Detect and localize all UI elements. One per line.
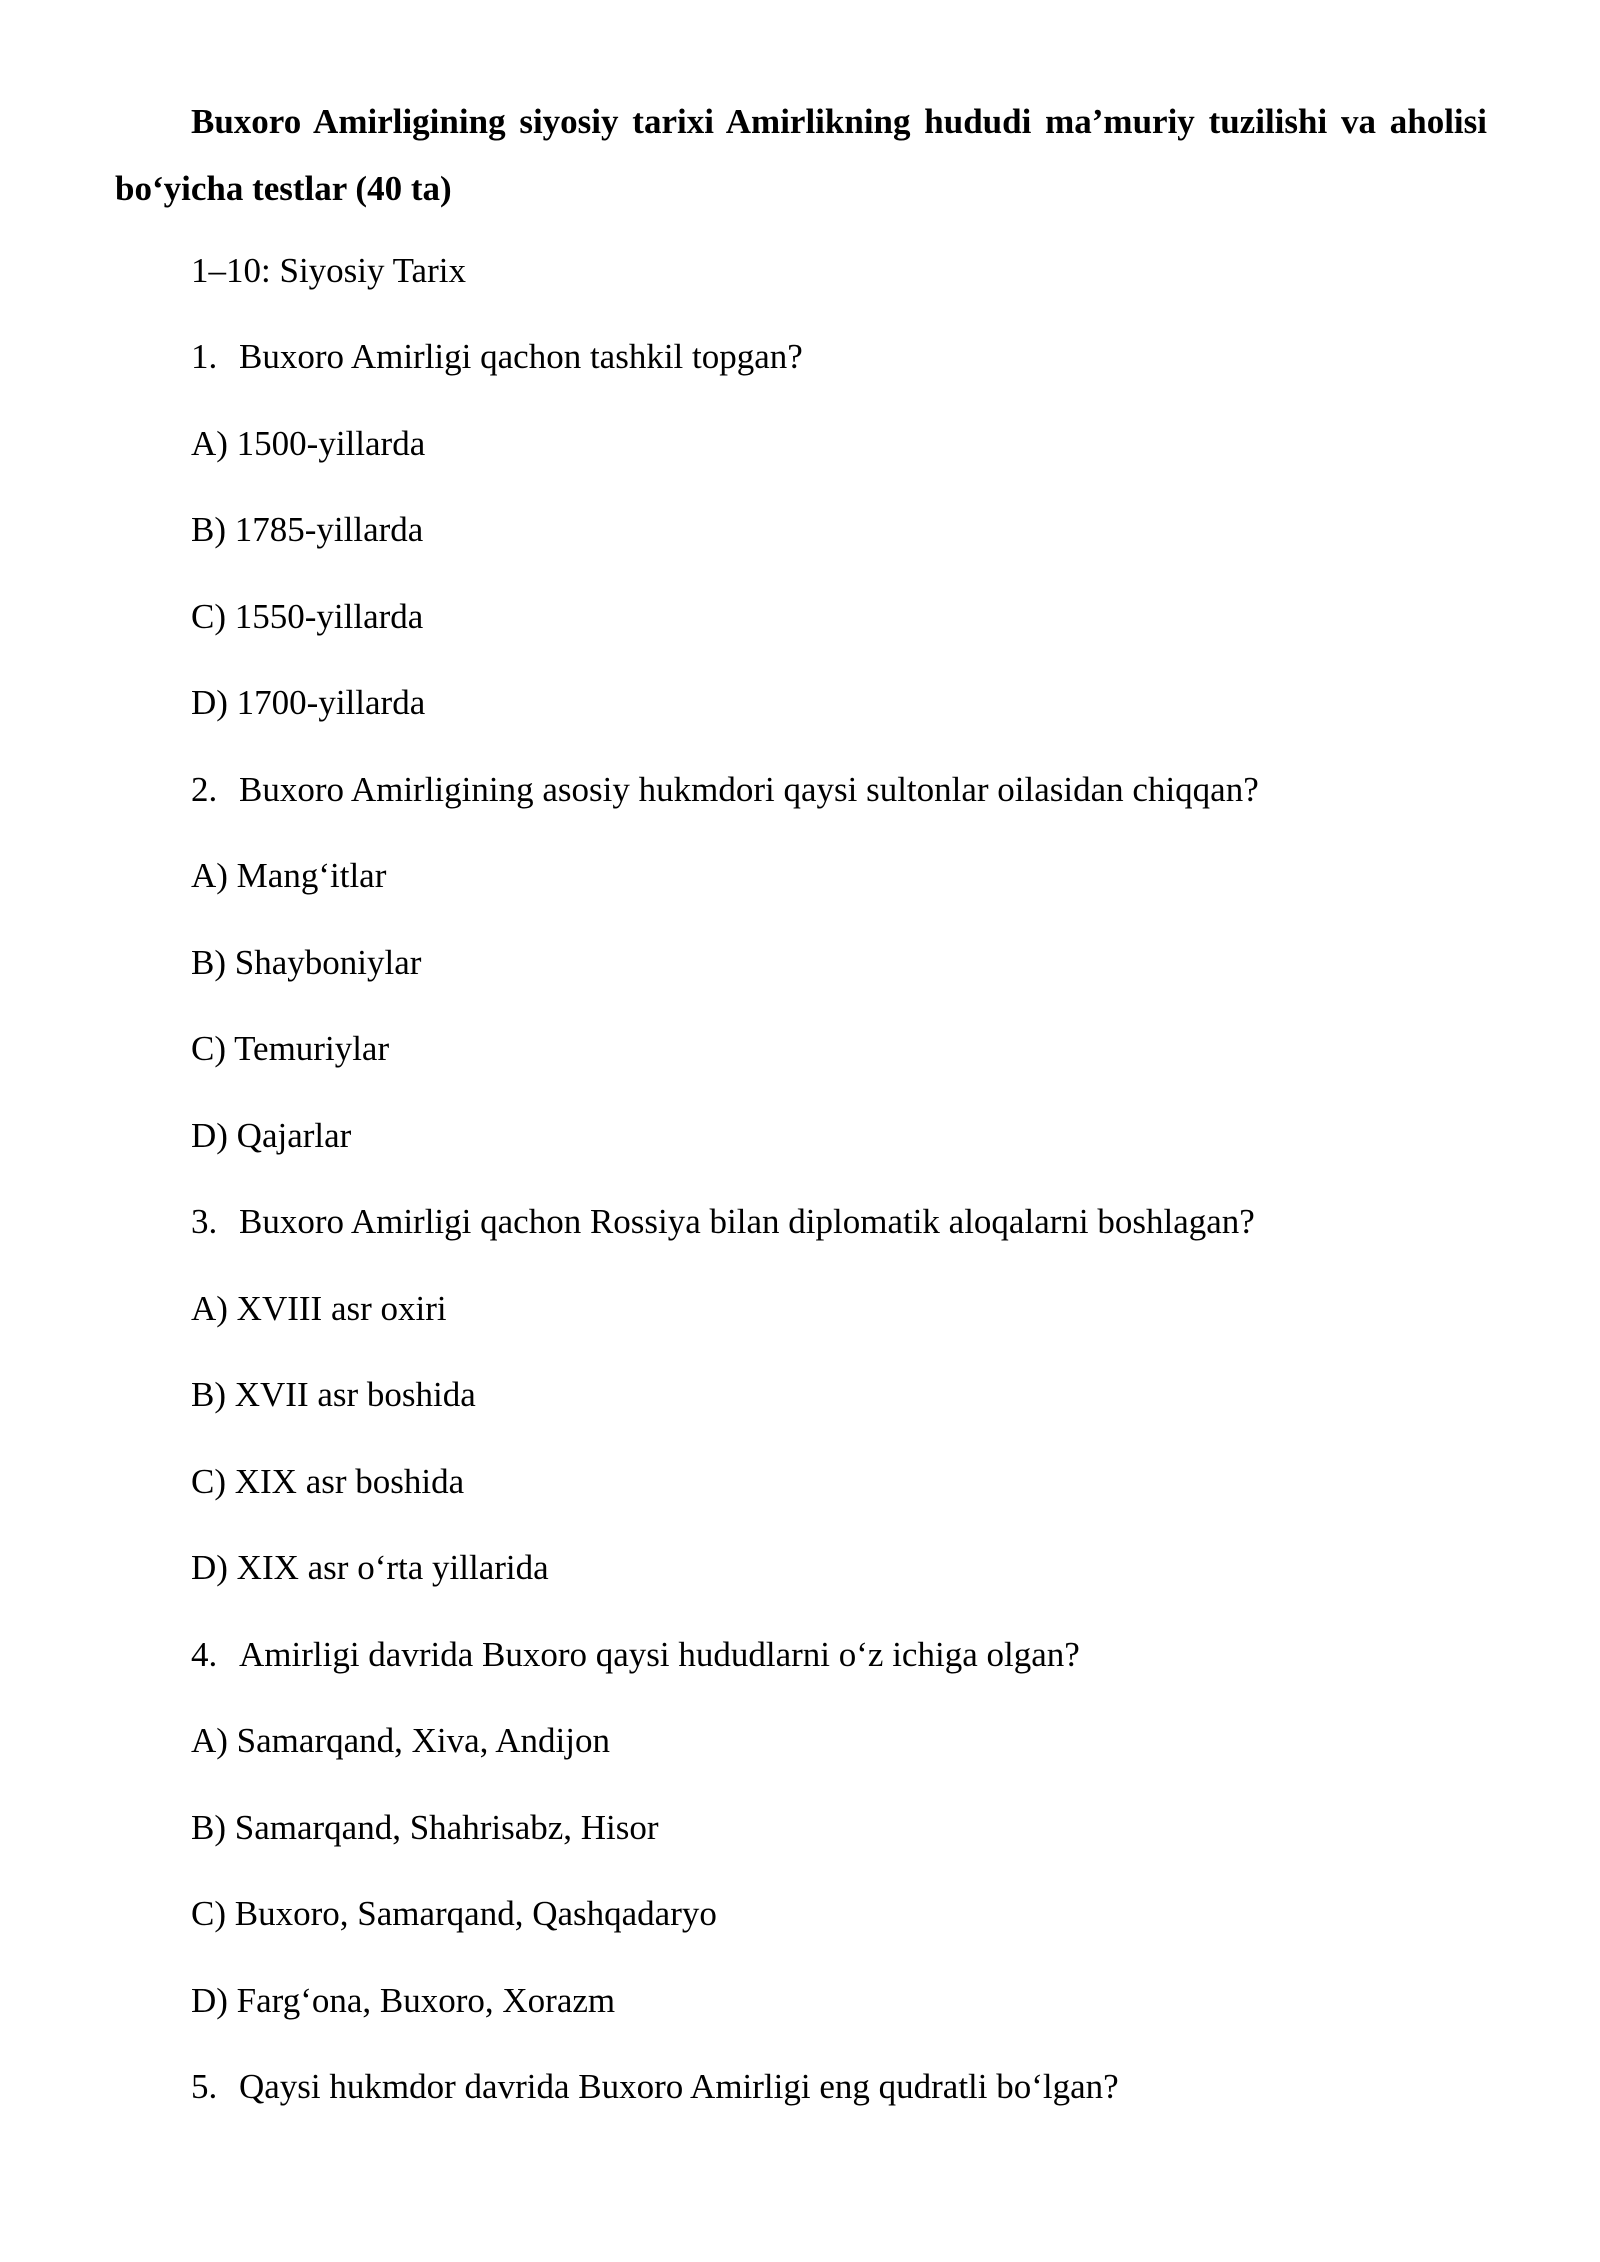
question-number: 5.	[191, 2067, 218, 2106]
option-2c: C) Temuriylar	[191, 1029, 390, 1068]
option-4d: D) Farg‘ona, Buxoro, Xorazm	[191, 1981, 616, 2020]
question-text: Qaysi hukmdor davrida Buxoro Amirligi eng qudratli bo‘lgan?	[239, 2067, 1119, 2106]
option-1d: D) 1700-yillarda	[191, 683, 426, 722]
option-3d: D) XIX asr o‘rta yillarida	[191, 1548, 549, 1587]
question-number: 3.	[191, 1202, 218, 1241]
question-number: 1.	[191, 337, 218, 376]
question-4	[191, 1633, 1080, 1677]
option-3a: A) XVIII asr oxiri	[191, 1289, 447, 1328]
option-2d: D) Qajarlar	[191, 1116, 352, 1155]
option-1b: B) 1785-yillarda	[191, 510, 424, 549]
option-1a: A) 1500-yillarda	[191, 424, 426, 463]
option-3b: B) XVII asr boshida	[191, 1375, 476, 1414]
question-3	[191, 1200, 1255, 1244]
document-title: Buxoro Amirligining siyosiy tarixi Amirlikning hududi ma’muriy tuzilishi va aholisi bo‘yicha testlar (40 ta)	[115, 102, 1487, 208]
question-text: Buxoro Amirligi qachon tashkil topgan?	[239, 337, 803, 376]
question-5	[191, 2065, 1119, 2109]
question-text: Buxoro Amirligining asosiy hukmdori qaysi sultonlar oilasidan chiqqan?	[239, 770, 1259, 809]
option-1c: C) 1550-yillarda	[191, 597, 424, 636]
question-number: 2.	[191, 770, 218, 809]
option-4b: B) Samarqand, Shahrisabz, Hisor	[191, 1808, 659, 1847]
question-number: 4.	[191, 1635, 218, 1674]
question-2	[191, 768, 1259, 812]
question-text: Amirligi davrida Buxoro qaysi hududlarni o‘z ichiga olgan?	[239, 1635, 1080, 1674]
option-3c: C) XIX asr boshida	[191, 1462, 465, 1501]
option-4c: C) Buxoro, Samarqand, Qashqadaryo	[191, 1894, 717, 1933]
question-text: Buxoro Amirligi qachon Rossiya bilan diplomatik aloqalarni boshlagan?	[239, 1202, 1255, 1241]
option-4a: A) Samarqand, Xiva, Andijon	[191, 1721, 610, 1760]
option-2a: A) Mang‘itlar	[191, 856, 387, 895]
question-1	[191, 335, 803, 379]
option-2b: B) Shayboniylar	[191, 943, 422, 982]
section-heading: 1–10: Siyosiy Tarix	[191, 251, 466, 290]
